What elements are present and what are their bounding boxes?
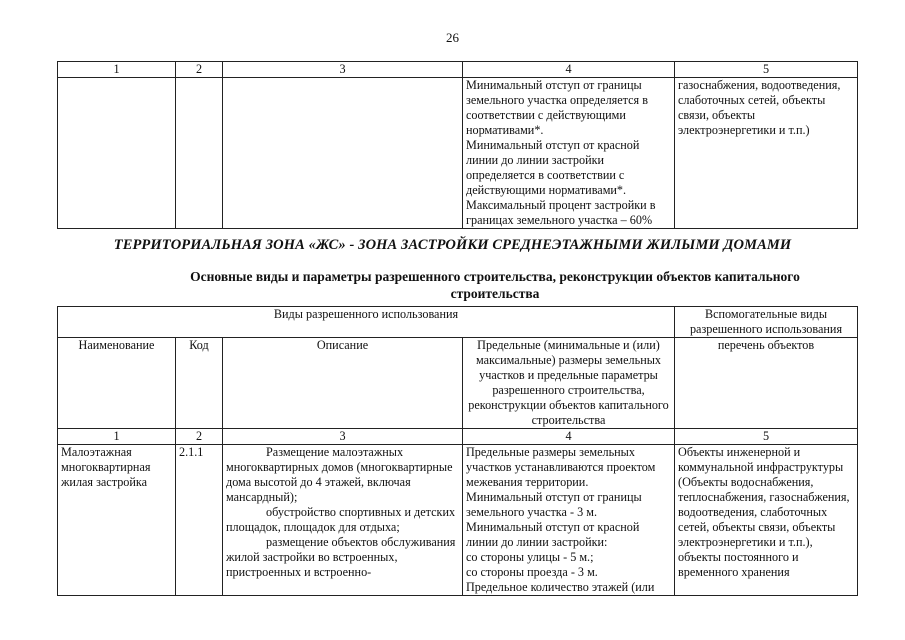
- header-objects-list: перечень объектов: [675, 338, 858, 429]
- header-description: Описание: [223, 338, 463, 429]
- description-paragraph: Размещение малоэтажных многоквартирных домов (многоквартирные дома высотой до 4 этажей, включая мансардный);: [226, 445, 453, 504]
- limits-cell: [463, 445, 675, 596]
- code-cell: [176, 78, 223, 229]
- column-number-row: [58, 429, 858, 445]
- column-number-5: 5: [675, 62, 858, 78]
- description-cell: [223, 78, 463, 229]
- name-cell: [58, 78, 176, 229]
- description-cell: [223, 445, 463, 596]
- zone-title: ТЕРРИТОРИАЛЬНАЯ ЗОНА «ЖС» - ЗОНА ЗАСТРОЙКИ СРЕДНЕЭТАЖНЫМИ ЖИЛЫМИ ДОМАМИ: [113, 237, 792, 253]
- section-subtitle: Основные виды и параметры разрешенного строительства, реконструкции объектов капитального строительства: [190, 269, 800, 301]
- column-number-4: 4: [463, 429, 675, 445]
- header-code: Код: [176, 338, 223, 429]
- header-name: Наименование: [58, 338, 176, 429]
- auxiliary-text: Объекты инженерной и коммунальной инфраструктуры (Объекты водоснабжения, теплоснабжения, газоснабжения, водоотведения, слаботочных сетей, объекты связи, объекты электроэнергетики и т.п.), объекты постоянного и временного хранения: [678, 445, 850, 579]
- page-number: 26: [446, 30, 459, 45]
- column-number-2: 2: [176, 62, 223, 78]
- description-paragraph: размещение объектов обслуживания жилой застройки во встроенных, пристроенных и встроенно-: [226, 535, 456, 579]
- usage-table: [57, 306, 858, 596]
- header-limits: Предельные (минимальные и (или) максимальные) размеры земельных участков и предельные параметры разрешенного строительства, реконструкции объектов капитального строительства: [463, 338, 675, 429]
- column-header-row: [58, 338, 858, 429]
- limits-text: Минимальный отступ от границы земельного участка определяется в соответствии с действующими нормативами*. Минимальный отступ от красной линии до линии застройки определяется в соответствии с действующими нормативами*. Максимальный процент застройки в границах земельного участка – 60%: [466, 78, 656, 227]
- code-cell: 2.1.1: [176, 445, 223, 596]
- description-paragraph: обустройство спортивных и детских площадок, площадок для отдыха;: [226, 505, 456, 534]
- column-number-1: 1: [58, 429, 176, 445]
- auxiliary-cell: [675, 78, 858, 229]
- limits-text: Предельные размеры земельных участков устанавливаются проектом межевания территории. Минимальный отступ от границы земельного участка - 3 м. Минимальный отступ от красной линии до линии застройки: со стороны улицы - 5 м.; со стороны проезда - 3 м. Предельное количество этажей (или: [466, 445, 656, 594]
- table-row: [58, 445, 858, 596]
- column-number-3: 3: [223, 62, 463, 78]
- main-usage-header: Виды разрешенного использования: [58, 307, 675, 338]
- continuation-table: [57, 61, 858, 229]
- limits-cell: [463, 78, 675, 229]
- column-number-2: 2: [176, 429, 223, 445]
- table-row: [58, 78, 858, 229]
- auxiliary-usage-header: Вспомогательные виды разрешенного использования: [675, 307, 858, 338]
- group-header-row: [58, 307, 858, 338]
- column-number-3: 3: [223, 429, 463, 445]
- column-number-4: 4: [463, 62, 675, 78]
- name-cell: Малоэтажная многоквартирная жилая застройка: [58, 445, 176, 596]
- column-number-5: 5: [675, 429, 858, 445]
- column-number-1: 1: [58, 62, 176, 78]
- auxiliary-cell: [675, 445, 858, 596]
- table-header-row: [58, 62, 858, 78]
- auxiliary-text: газоснабжения, водоотведения, слаботочных сетей, объекты связи, объекты электроэнергетики и т.п.): [678, 78, 841, 137]
